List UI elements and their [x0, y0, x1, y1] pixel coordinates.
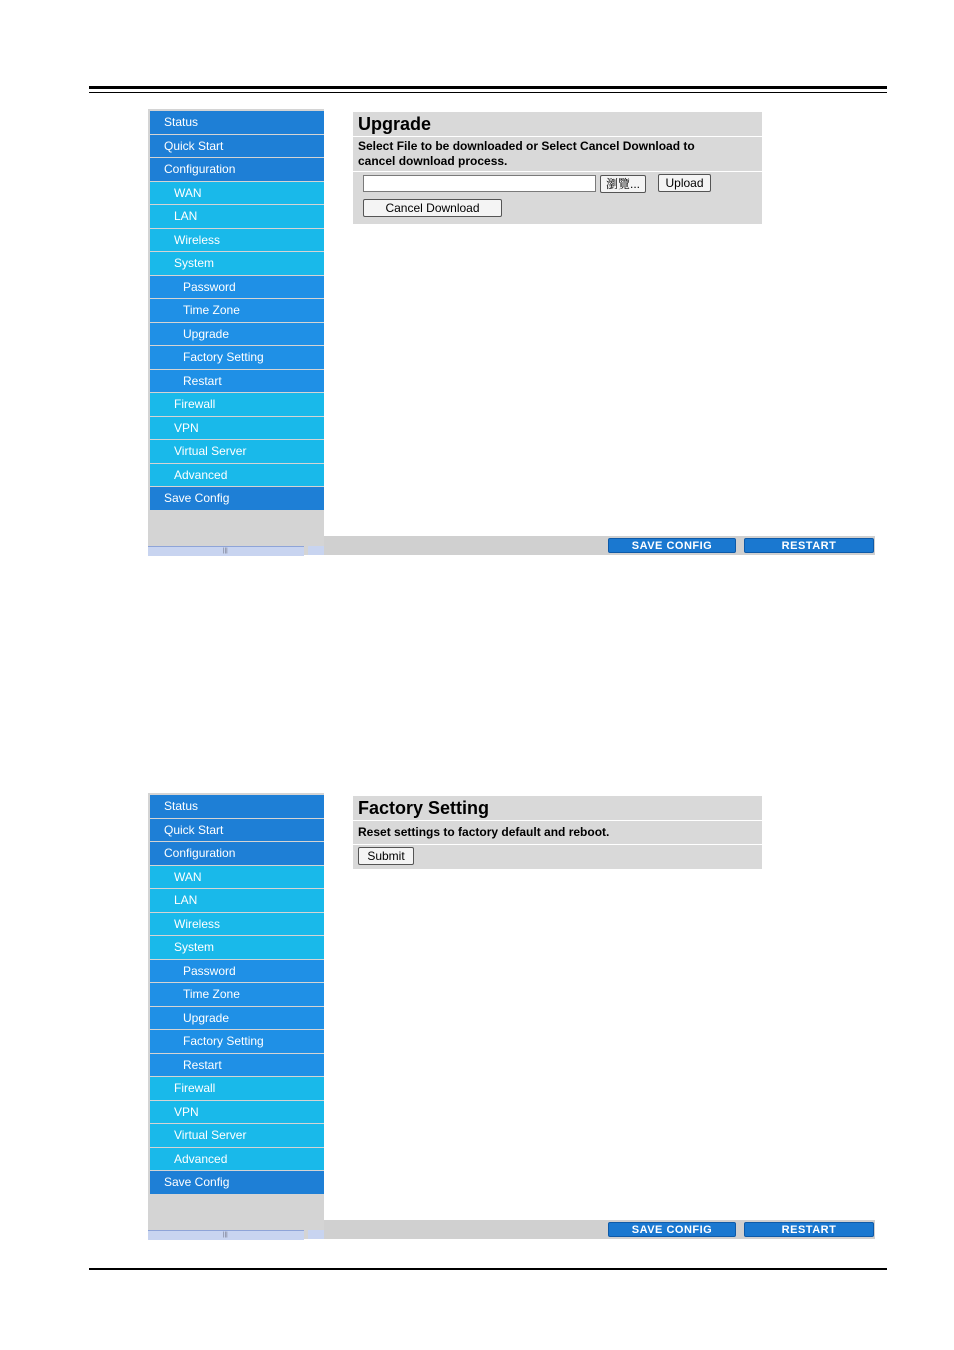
upgrade-screenshot: [148, 109, 875, 555]
scroll-thumb-grip[interactable]: |||: [223, 548, 228, 554]
scroll-thumb-grip[interactable]: |||: [223, 1232, 228, 1238]
file-path-input[interactable]: [363, 175, 596, 192]
submit-row: [353, 845, 762, 869]
save-config-button[interactable]: SAVE CONFIG: [608, 538, 736, 553]
bottom-bar: [324, 536, 875, 555]
sidebar-item-configuration[interactable]: Configuration: [150, 158, 324, 181]
header-rule: [89, 86, 887, 89]
upgrade-panel: [353, 112, 762, 224]
submit-button[interactable]: Submit: [358, 847, 414, 865]
upload-button[interactable]: Upload: [658, 174, 711, 192]
sidebar-item-advanced[interactable]: Advanced: [150, 1148, 324, 1171]
sidebar-item-factory-setting[interactable]: Factory Setting: [150, 1030, 324, 1053]
sidebar-item-advanced[interactable]: Advanced: [150, 464, 324, 487]
bottom-bar: [324, 1220, 875, 1239]
sidebar-item-lan[interactable]: LAN: [150, 889, 324, 912]
sidebar-item-upgrade[interactable]: Upgrade: [150, 323, 324, 346]
sidebar-item-lan[interactable]: LAN: [150, 205, 324, 228]
sidebar-item-firewall[interactable]: Firewall: [150, 1077, 324, 1100]
sidebar-item-wireless[interactable]: Wireless: [150, 913, 324, 936]
sidebar-item-save-config[interactable]: Save Config: [150, 487, 324, 510]
sidebar-item-time-zone[interactable]: Time Zone: [150, 299, 324, 322]
sidebar-item-restart[interactable]: Restart: [150, 370, 324, 393]
factory-setting-panel: [353, 796, 762, 869]
sidebar: [148, 109, 324, 555]
browse-button[interactable]: 瀏覽...: [600, 175, 646, 193]
cancel-row: [353, 198, 762, 224]
restart-button[interactable]: RESTART: [744, 538, 874, 553]
sidebar-item-time-zone[interactable]: Time Zone: [150, 983, 324, 1006]
sidebar-item-password[interactable]: Password: [150, 960, 324, 983]
sidebar-item-quick-start[interactable]: Quick Start: [150, 135, 324, 158]
sidebar-scrollbar[interactable]: [148, 1230, 304, 1240]
scroll-arrow-icon[interactable]: [308, 1230, 324, 1239]
sidebar-item-wireless[interactable]: Wireless: [150, 229, 324, 252]
sidebar-item-virtual-server[interactable]: Virtual Server: [150, 1124, 324, 1147]
sidebar-item-system[interactable]: System: [150, 936, 324, 959]
sidebar: [148, 793, 324, 1239]
upgrade-description-line2: cancel download process.: [358, 154, 508, 168]
sidebar-item-factory-setting[interactable]: Factory Setting: [150, 346, 324, 369]
factory-description: Reset settings to factory default and reboot.: [353, 821, 762, 845]
cancel-download-button[interactable]: Cancel Download: [363, 199, 502, 217]
sidebar-item-configuration[interactable]: Configuration: [150, 842, 324, 865]
sidebar-item-status[interactable]: Status: [150, 111, 324, 134]
sidebar-item-save-config[interactable]: Save Config: [150, 1171, 324, 1194]
upgrade-description: [353, 137, 762, 172]
sidebar-menu: [150, 111, 324, 511]
factory-setting-screenshot: [148, 793, 875, 1239]
sidebar-item-password[interactable]: Password: [150, 276, 324, 299]
footer-rule: [89, 1268, 887, 1270]
save-config-button[interactable]: SAVE CONFIG: [608, 1222, 736, 1237]
page-title: Factory Setting: [353, 796, 762, 821]
sidebar-item-vpn[interactable]: VPN: [150, 1101, 324, 1124]
sidebar-item-wan[interactable]: WAN: [150, 866, 324, 889]
sidebar-item-firewall[interactable]: Firewall: [150, 393, 324, 416]
sidebar-item-system[interactable]: System: [150, 252, 324, 275]
sidebar-item-quick-start[interactable]: Quick Start: [150, 819, 324, 842]
sidebar-item-vpn[interactable]: VPN: [150, 417, 324, 440]
sidebar-scrollbar[interactable]: [148, 546, 304, 556]
sidebar-item-virtual-server[interactable]: Virtual Server: [150, 440, 324, 463]
upgrade-description-line1: Select File to be downloaded or Select Cancel Download to: [358, 139, 695, 153]
sidebar-item-wan[interactable]: WAN: [150, 182, 324, 205]
header-rule-thin: [89, 92, 887, 93]
page-title: Upgrade: [353, 112, 762, 137]
file-row: [353, 172, 762, 198]
scroll-arrow-icon[interactable]: [308, 546, 324, 555]
restart-button[interactable]: RESTART: [744, 1222, 874, 1237]
sidebar-menu: [150, 795, 324, 1195]
sidebar-item-status[interactable]: Status: [150, 795, 324, 818]
sidebar-item-restart[interactable]: Restart: [150, 1054, 324, 1077]
sidebar-item-upgrade[interactable]: Upgrade: [150, 1007, 324, 1030]
